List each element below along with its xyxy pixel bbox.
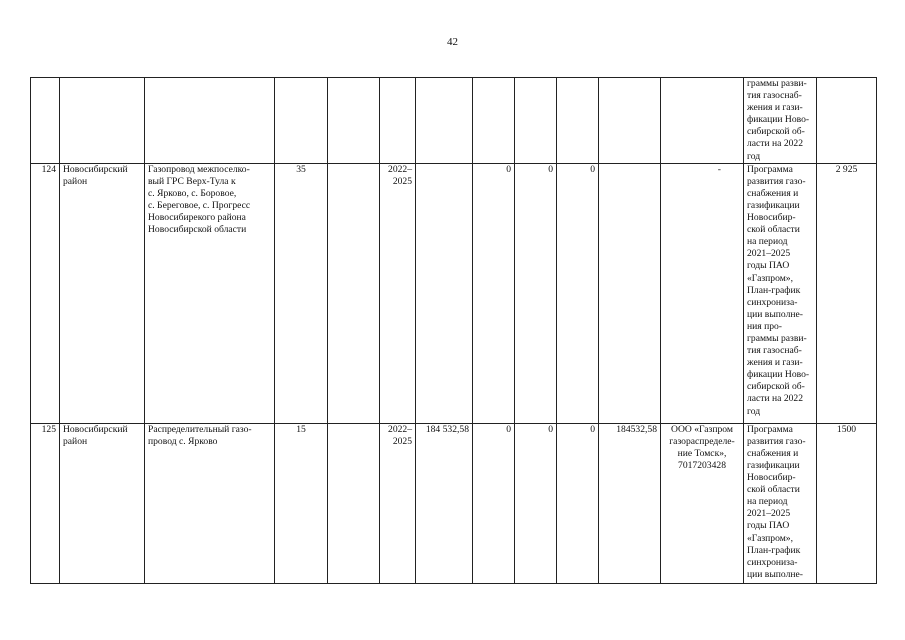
gasification-table: [30, 77, 877, 584]
organization-cell: -: [661, 163, 744, 423]
length-cell: 15: [275, 423, 328, 583]
budget-cell: [416, 78, 473, 164]
col5-cell: [328, 163, 380, 423]
last-cell: 2 925: [817, 163, 877, 423]
length-cell: 35: [275, 163, 328, 423]
object-cell: [145, 78, 275, 164]
value-cell: 0: [473, 163, 515, 423]
value-cell: [599, 163, 661, 423]
value-cell: 0: [473, 423, 515, 583]
row-number: [31, 78, 60, 164]
period-cell: [380, 78, 416, 164]
table-row: [31, 78, 877, 164]
budget-cell: [416, 163, 473, 423]
value-cell: 0: [515, 423, 557, 583]
program-cell: Программа развития газо- снабжения и газификации Новосибир- ской области на период 2021–2025 годы ПАО «Газпром», План-график синхрониза- ции выполне-: [744, 423, 817, 583]
value-cell: 0: [557, 163, 599, 423]
value-cell: 0: [557, 423, 599, 583]
col5-cell: [328, 78, 380, 164]
value-cell: [515, 78, 557, 164]
value-cell: 0: [515, 163, 557, 423]
period-cell: 2022– 2025: [380, 423, 416, 583]
organization-cell: ООО «Газпром газораспределе- ние Томск», 7017203428: [661, 423, 744, 583]
value-cell: [599, 78, 661, 164]
period-cell: 2022– 2025: [380, 163, 416, 423]
object-cell: Газопровод межпоселко- вый ГРС Верх-Тула к с. Ярково, с. Боровое, с. Береговое, с. Прогресс Новосибирекого района Новосибирской области: [145, 163, 275, 423]
last-cell: [817, 78, 877, 164]
district-cell: [60, 78, 145, 164]
value-cell: [557, 78, 599, 164]
organization-cell: [661, 78, 744, 164]
object-cell: Распределительный газо- провод с. Ярково: [145, 423, 275, 583]
value-cell: [473, 78, 515, 164]
table-row: [31, 423, 877, 583]
program-cell: граммы разви- тия газоснаб- жения и гази- фикации Ново- сибирской об- ласти на 2022 год: [744, 78, 817, 164]
district-cell: Новосибирский район: [60, 423, 145, 583]
district-cell: Новосибирский район: [60, 163, 145, 423]
page-number: 42: [447, 36, 458, 48]
budget-cell: 184 532,58: [416, 423, 473, 583]
last-cell: 1500: [817, 423, 877, 583]
col5-cell: [328, 423, 380, 583]
program-cell: Программа развития газо- снабжения и газификации Новосибир- ской области на период 2021–2025 годы ПАО «Газпром», План-график синхрониза- ции выполне- ния про- граммы разви- тия газоснаб- жения и гази- фикации Ново- сибирской об- ласти на 2022 год: [744, 163, 817, 423]
row-number: 124: [31, 163, 60, 423]
table-row: [31, 163, 877, 423]
length-cell: [275, 78, 328, 164]
value-cell: 184532,58: [599, 423, 661, 583]
row-number: 125: [31, 423, 60, 583]
